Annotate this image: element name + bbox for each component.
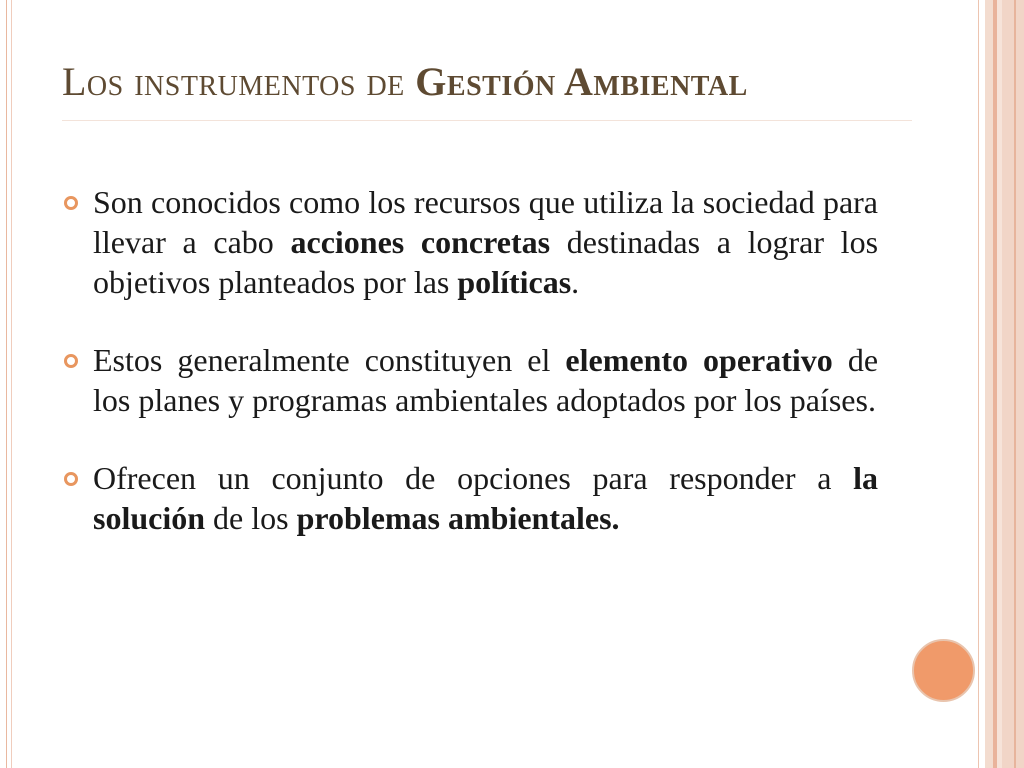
title-strong: Gestión Ambiental — [415, 59, 748, 104]
right-stripe — [978, 0, 979, 768]
right-stripe — [1014, 0, 1016, 768]
bullet-text-run: . — [571, 264, 580, 300]
bullet-list — [62, 182, 878, 538]
right-stripe — [985, 0, 993, 768]
ring-bullet-icon — [64, 354, 78, 368]
bullet-text-bold: problemas ambientales. — [296, 500, 620, 536]
bullet-text — [93, 342, 878, 418]
left-border-line — [6, 0, 7, 768]
left-border-line — [11, 0, 12, 768]
bullet-text-run: de los — [205, 500, 297, 536]
bullet-text-bold: acciones concretas — [290, 224, 551, 260]
ring-bullet-icon — [64, 472, 78, 486]
bullet-text — [93, 184, 878, 300]
bullet-text-bold: elemento operativo — [565, 342, 833, 378]
bullet-item — [62, 340, 878, 420]
right-stripe — [1002, 0, 1024, 768]
bullet-text-bold: la solución — [93, 460, 878, 536]
bullet-text-run: destinadas a lograr los objetivos planteados por las — [93, 224, 879, 300]
title-divider — [62, 120, 912, 121]
orange-circle — [912, 639, 975, 702]
title-prefix: Los instrumentos de — [62, 59, 416, 104]
bullet-item — [62, 458, 878, 538]
bullet-text — [93, 460, 878, 536]
bullet-text-run: Ofrecen un conjunto de opciones para responder a — [93, 460, 854, 496]
bullet-item — [62, 182, 878, 302]
slide-title — [62, 56, 748, 108]
bullet-text-run: Son conocidos como los recursos que utiliza la sociedad para llevar a cabo — [93, 184, 878, 260]
bullet-text-bold: políticas — [457, 264, 572, 300]
ring-bullet-icon — [64, 196, 78, 210]
bullet-text-run: de los planes y programas ambientales adoptados por los países. — [93, 342, 879, 418]
bullet-text-run: Estos generalmente constituyen el — [93, 342, 566, 378]
